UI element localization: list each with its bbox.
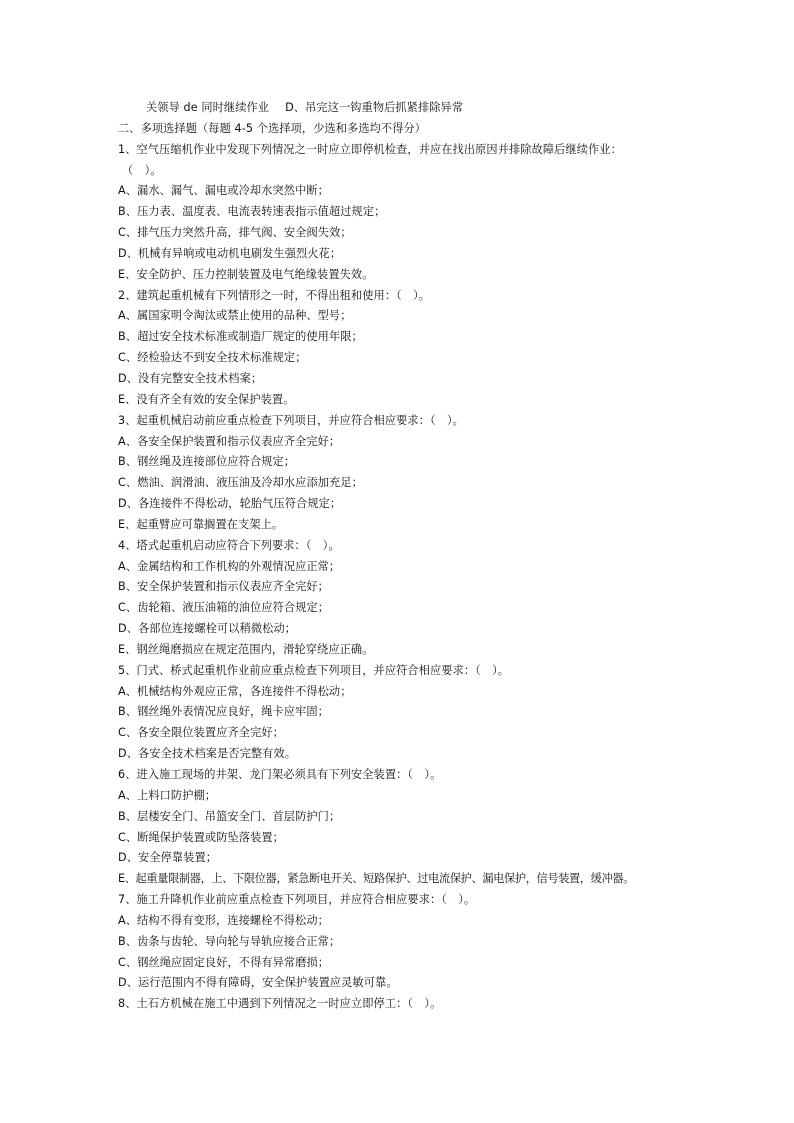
- option-e: E、没有齐全有效的安全保护装置。: [118, 392, 295, 406]
- option-c: C、钢丝绳应固定良好，不得有异常磨损；: [118, 955, 330, 969]
- question-4: 4、塔式起重机启动应符合下列要求：（ ）。: [118, 538, 340, 552]
- option-a: A、结构不得有变形，连接螺栓不得松动；: [118, 913, 329, 927]
- option-b: B、钢丝绳及连接部位应符合规定；: [118, 455, 296, 469]
- option-a: A、机械结构外观应正常，各连接件不得松动；: [118, 684, 352, 698]
- option-a: A、各安全保护装置和指示仪表应齐全完好；: [118, 434, 341, 448]
- option-a: A、漏水、漏气、漏电或冷却水突然中断；: [118, 184, 329, 198]
- question-2: 2、建筑起重机械有下列情形之一时，不得出租和使用：（ ）。: [118, 288, 431, 302]
- question-5: 5、门式、桥式起重机作业前应重点检查下列项目，并应符合相应要求：（ ）。: [118, 663, 510, 677]
- option-b: B、超过安全技术标准或制造厂规定的使用年限；: [118, 330, 363, 344]
- option-a: A、金属结构和工作机构的外观情况应正常；: [118, 559, 341, 573]
- question-7: 7、施工升降机作业前应重点检查下列项目，并应符合相应要求：（ ）。: [118, 893, 476, 907]
- option-b: B、安全保护装置和指示仪表应齐全完好；: [118, 580, 329, 594]
- option-d: D、安全停靠装置；: [118, 851, 218, 865]
- question-3: 3、起重机械启动前应重点检查下列项目，并应符合相应要求：（ ）。: [118, 413, 464, 427]
- option-c: C、齿轮箱、液压油箱的油位应符合规定；: [118, 601, 330, 615]
- option-d: D、各部位连接螺栓可以稍微松动；: [118, 622, 297, 636]
- option-b: B、齿条与齿轮、导向轮与导轨应接合正常；: [118, 934, 341, 948]
- option-b: B、层楼安全门、吊篮安全门、首层防护门；: [118, 809, 341, 823]
- question-8: 8、土石方机械在施工中遇到下列情况之一时应立即停工：（ ）。: [118, 997, 442, 1011]
- option-d-text: D、吊完这一钩重物后抓紧排除异常: [285, 101, 464, 114]
- option-b: B、钢丝绳外表情况应良好，绳卡应牢固；: [118, 705, 329, 719]
- option-e: E、钢丝绳磨损应在规定范围内，滑轮穿绕应正确。: [118, 642, 374, 656]
- option-d: D、没有完整安全技术档案；: [118, 371, 263, 385]
- option-c: C、经检验达不到安全技术标准规定；: [118, 351, 307, 365]
- option-e: E、安全防护、压力控制装置及电气绝缘装置失效。: [118, 267, 374, 281]
- option-d: D、机械有异响或电动机电刷发生强烈火花；: [118, 246, 342, 260]
- option-e: E、起重量限制器，上、下限位器，紧急断电开关、短路保护、过电流保护、漏电保护，信号装置，缓冲器。: [118, 872, 635, 886]
- option-c: C、燃油、润滑油、液压油及冷却水应添加充足；: [118, 476, 363, 490]
- option-b: B、压力表、温度表、电流表转速表指示值超过规定；: [118, 205, 386, 219]
- option-c-continuation: 关领导 de 同时继续作业: [146, 101, 270, 114]
- option-a: A、属国家明令淘汰或禁止使用的品种、型号；: [118, 309, 352, 323]
- option-line-continuation: [118, 98, 688, 119]
- option-d: D、运行范围内不得有障碍，安全保护装置应灵敏可靠。: [118, 976, 398, 990]
- section-heading: 二、多项选择题（每题 4-5 个选择项，少选和多选均不得分）: [118, 121, 427, 135]
- option-c: C、断绳保护装置或防坠落装置；: [118, 830, 284, 844]
- answer-blank: （ ）。: [122, 163, 162, 177]
- question-6: 6、进入施工现场的井架、龙门架必须具有下列安全装置：（ ）。: [118, 768, 442, 781]
- option-d: D、各连接件不得松动，轮胎气压符合规定；: [118, 497, 342, 511]
- option-c: C、排气压力突然升高，排气阀、安全阀失效；: [118, 226, 352, 240]
- question-1: 1、空气压缩机作业中发现下列情况之一时应立即停机检查，并应在找出原因并排除故障后继续作业：: [118, 142, 622, 156]
- document-body: [118, 98, 688, 1015]
- option-a: A、上料口防护棚；: [118, 788, 217, 802]
- option-d: D、各安全技术档案是否完整有效。: [118, 747, 297, 761]
- option-e: E、起重臂应可靠搁置在支架上。: [118, 517, 284, 531]
- option-c: C、各安全限位装置应齐全完好；: [118, 726, 284, 740]
